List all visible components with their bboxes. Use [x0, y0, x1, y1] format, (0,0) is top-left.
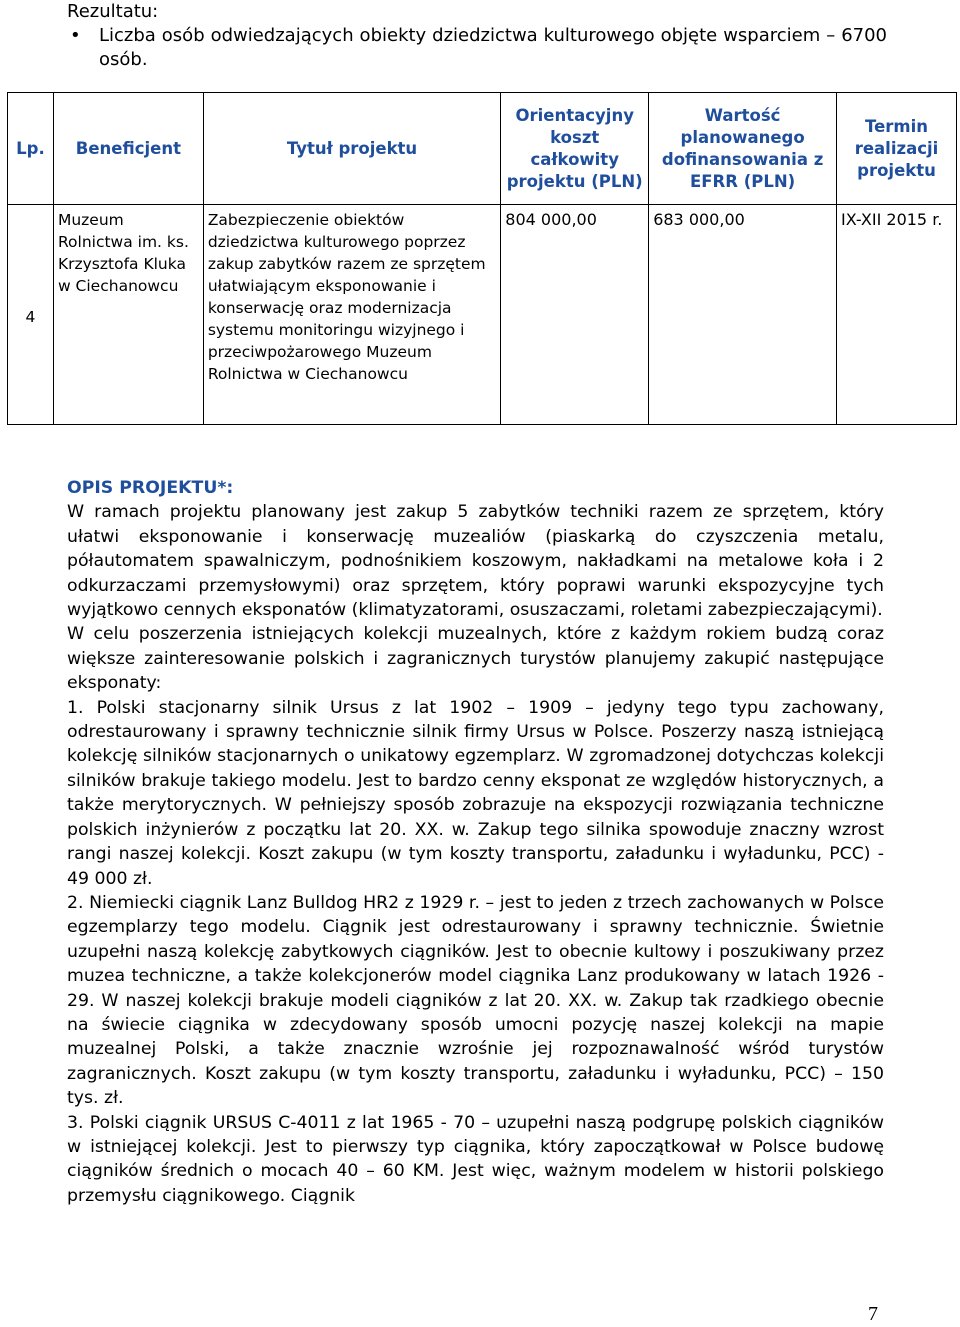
result-bullet-item: • Liczba osób odwiedzających obiekty dziedzictwa kulturowego objęte wsparciem – 6700 osób.: [67, 24, 887, 72]
description-heading: OPIS PROJEKTU*:: [67, 478, 234, 498]
description-paragraph: 2. Niemiecki ciągnik Lanz Bulldog HR2 z 1929 r. – jest to jeden z trzech zachowanych w Polsce egzemplarzy tego modelu. Ciągnik jest odrestaurowany i sprawny technicznie. Świetnie uzupełni naszą kolekcję zabytkowych ciągników. Jest to obecnie kultowy i poszukiwany przez muzea techniczne, a także kolekcjonerów model ciągnika Lanz produkowany w latach 1926 - 29. W naszej kolekcji brakuje modeli ciągników z lat 20. XX. w. Zakup tak rzadkiego obecnie na świecie ciągnika w zdecydowany sposób umocni pozycję naszej kolekcji na mapie muzealnej Polski, a także znacznie wzrośnie jej rozpoznawalność wśród turystów zagranicznych. Koszt zakupu (w tym koszty transportu, załadunku i wyładunku, PCC) – 150 tys. zł.: [67, 892, 884, 1109]
header-wartosc: Wartość planowanego dofinansowania z EFRR (PLN): [649, 93, 837, 205]
description-paragraph: W ramach projektu planowany jest zakup 5 zabytków techniki razem ze sprzętem, który ułatwi eksponowanie i konserwację muzealiów (piaskarką do czyszczenia metalu, półautomatem spawalniczym, podnośnikiem koszowym, nakładkami na metalowe koła i 2 odkurzaczami przemysłowymi) oraz sprzętem, który poprawi warunki ekspozycyjne tych wyjątkowo cennych eksponatów (klimatyzatorami, osuszaczami, roletami zabezpieczającymi).: [67, 502, 884, 621]
page-number: 7: [868, 1303, 878, 1325]
header-lp: Lp.: [8, 93, 54, 205]
result-section: [67, 0, 887, 72]
cell-beneficjent: Muzeum Rolnictwa im. ks. Krzysztofa Kluka w Ciechanowcu: [53, 205, 203, 425]
cell-termin: IX-XII 2015 r.: [837, 205, 957, 425]
cell-koszt: 804 000,00: [501, 205, 649, 425]
cell-lp: 4: [8, 205, 54, 425]
header-tytul: Tytuł projektu: [203, 93, 500, 205]
project-description: [67, 476, 884, 1208]
header-termin: Termin realizacji projektu: [837, 93, 957, 205]
cell-wartosc: 683 000,00: [649, 205, 837, 425]
table-header-row: [8, 93, 957, 205]
description-paragraph: 3. Polski ciągnik URSUS C-4011 z lat 1965 - 70 – uzupełni naszą podgrupę polskich ciągników w istniejącej kolekcji. Jest to pierwszy typ ciągnika, który zapoczątkował w Polsce budowę ciągników średnich o mocach 40 – 60 KM. Jest więc, ważnym modelem w historii polskiego przemysłu ciągnikowego. Ciągnik: [67, 1112, 884, 1206]
project-table: [7, 92, 957, 425]
table-row: [8, 205, 957, 425]
description-paragraph: 1. Polski stacjonarny silnik Ursus z lat 1902 – 1909 – jedyny tego typu zachowany, odrestaurowany i sprawny technicznie silnik firmy Ursus w Polsce. Poszerzy naszą istniejącą kolekcję silników stacjonarnych o unikatowy egzemplarz. W zgromadzonej dotychczas kolekcji silników brakuje takiego modelu. Jest to bardzo cenny eksponat ze względów historycznych, a także merytorycznych. W pełniejszy sposób zobrazuje na ekspozycji rozwiązania techniczne polskich inżynierów z początku lat 20. XX. w. Zakup tego silnika spowoduje znaczny wzrost rangi naszej kolekcji. Koszt zakupu (w tym koszty transportu, załadunku i wyładunku, PCC) - 49 000 zł.: [67, 697, 884, 889]
header-beneficjent: Beneficjent: [53, 93, 203, 205]
header-koszt: Orientacyjny koszt całkowity projektu (PLN): [501, 93, 649, 205]
cell-tytul: Zabezpieczenie obiektów dziedzictwa kulturowego poprzez zakup zabytków razem ze sprzętem ułatwiającym eksponowanie i konserwację oraz modernizacja systemu monitoringu wizyjnego i przeciwpożarowego Muzeum Rolnictwa w Ciechanowcu: [203, 205, 500, 425]
result-label: Rezultatu:: [67, 1, 159, 22]
description-paragraph: W celu poszerzenia istniejących kolekcji muzealnych, które z każdym rokiem budzą coraz większe zainteresowanie polskich i zagranicznych turystów planujemy zakupić następujące eksponaty:: [67, 624, 884, 694]
